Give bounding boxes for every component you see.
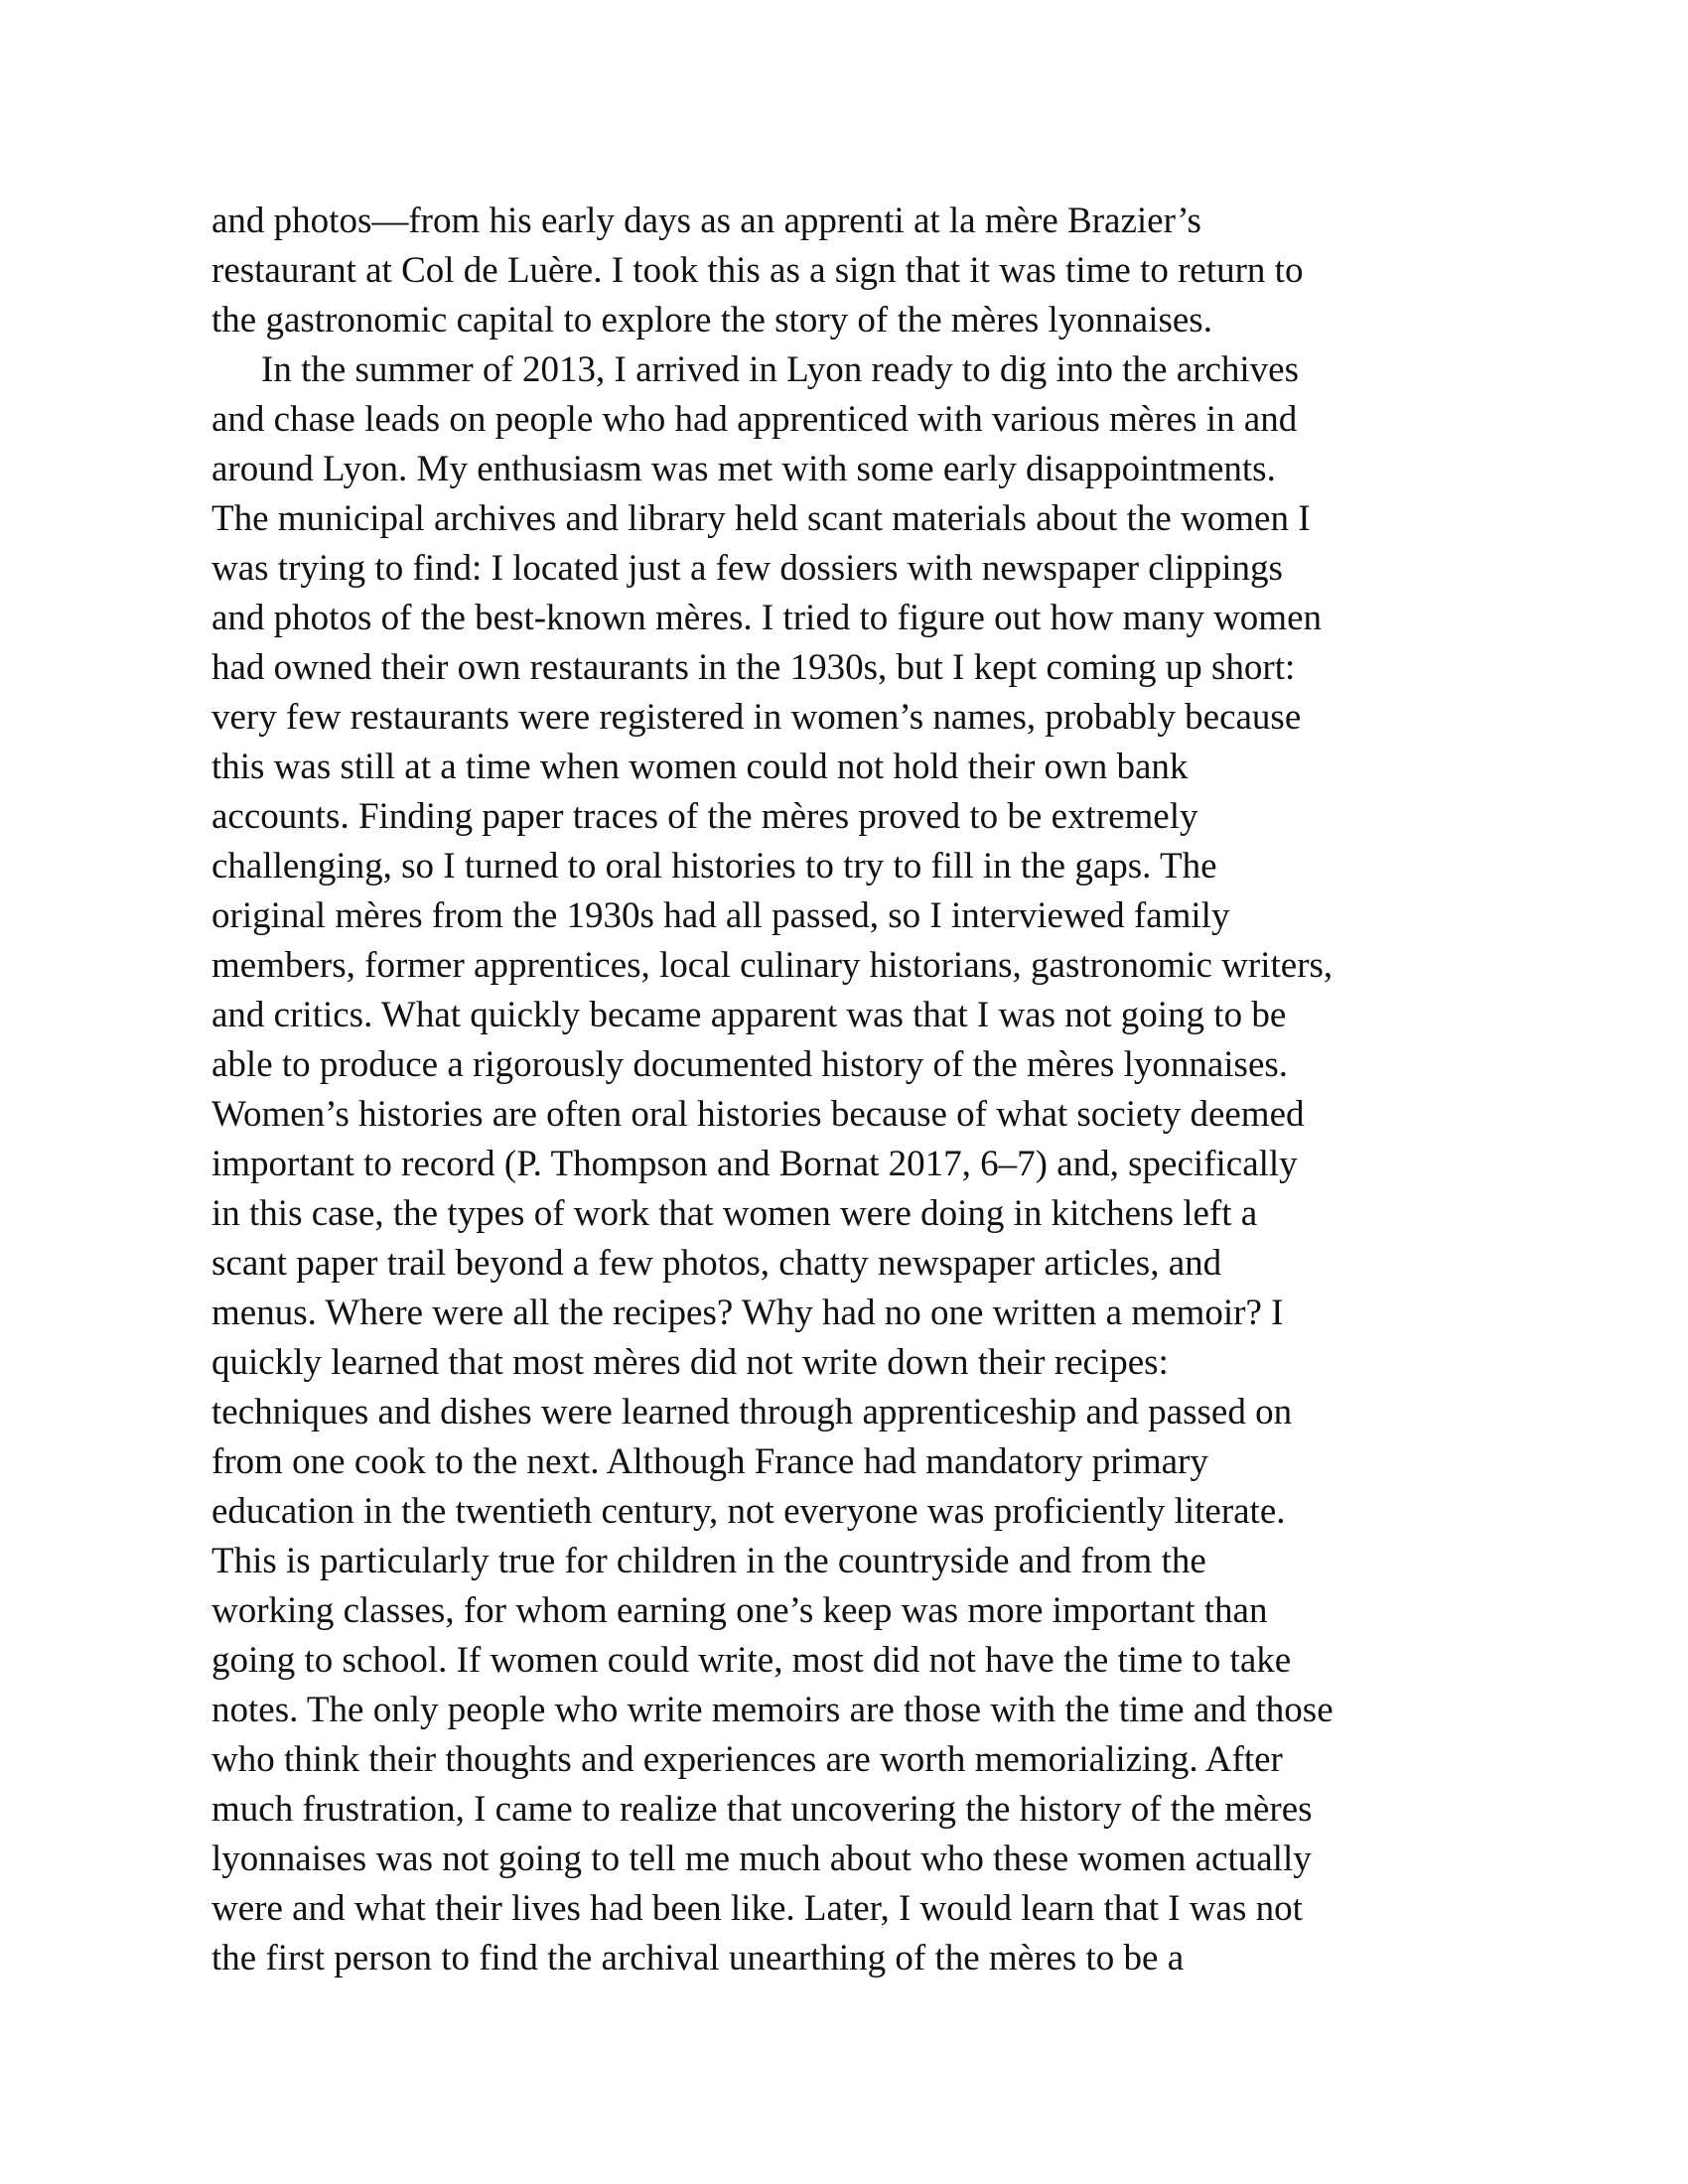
text-line: original mères from the 1930s had all passed, so I interviewed family bbox=[211, 895, 1230, 936]
text-line: had owned their own restaurants in the 1930s, but I kept coming up short: bbox=[211, 647, 1296, 688]
text-line: and critics. What quickly became apparent was that I was not going to be bbox=[211, 995, 1287, 1035]
text-line: in this case, the types of work that women were doing in kitchens left a bbox=[211, 1193, 1258, 1234]
text-line: able to produce a rigorously documented history of the mères lyonnaises. bbox=[211, 1044, 1289, 1085]
text-line: were and what their lives had been like. Later, I would learn that I was not bbox=[211, 1888, 1303, 1929]
text-line: Women’s histories are often oral histories because of what society deemed bbox=[211, 1094, 1305, 1135]
text-line: techniques and dishes were learned through apprenticeship and passed on bbox=[211, 1392, 1293, 1433]
text-line: This is particularly true for children in the countryside and from the bbox=[211, 1541, 1206, 1581]
text-line: scant paper trail beyond a few photos, chatty newspaper articles, and bbox=[211, 1243, 1222, 1284]
text-line: members, former apprentices, local culinary historians, gastronomic writers, bbox=[211, 945, 1334, 986]
text-line: was trying to find: I located just a few dossiers with newspaper clippings bbox=[211, 548, 1283, 589]
paragraph-first-line: In the summer of 2013, I arrived in Lyon ready to dig into the archives bbox=[261, 349, 1299, 390]
text-line: the gastronomic capital to explore the story of the mères lyonnaises. bbox=[211, 300, 1212, 341]
text-line: education in the twentieth century, not everyone was proficiently literate. bbox=[211, 1491, 1286, 1532]
body-text bbox=[211, 197, 1502, 1983]
text-line: and chase leads on people who had apprenticed with various mères in and bbox=[211, 399, 1298, 440]
text-line: from one cook to the next. Although France had mandatory primary bbox=[211, 1441, 1208, 1482]
text-line: this was still at a time when women could not hold their own bank bbox=[211, 747, 1189, 787]
text-line: accounts. Finding paper traces of the mères proved to be extremely bbox=[211, 796, 1198, 837]
text-line: lyonnaises was not going to tell me much about who these women actually bbox=[211, 1839, 1312, 1879]
text-line: much frustration, I came to realize that uncovering the history of the mères bbox=[211, 1789, 1313, 1830]
text-line: the first person to find the archival unearthing of the mères to be a bbox=[211, 1938, 1185, 1979]
text-line: around Lyon. My enthusiasm was met with some early disappointments. bbox=[211, 449, 1276, 489]
text-line: restaurant at Col de Luère. I took this as a sign that it was time to return to bbox=[211, 250, 1304, 291]
text-line: important to record (P. Thompson and Bornat 2017, 6–7) and, specifically bbox=[211, 1144, 1298, 1184]
text-line: working classes, for whom earning one’s keep was more important than bbox=[211, 1590, 1268, 1631]
text-line: challenging, so I turned to oral histories to try to fill in the gaps. The bbox=[211, 846, 1217, 887]
text-line: and photos of the best-known mères. I tried to figure out how many women bbox=[211, 598, 1322, 638]
text-line: menus. Where were all the recipes? Why had no one written a memoir? I bbox=[211, 1293, 1284, 1333]
text-line: The municipal archives and library held scant materials about the women I bbox=[211, 498, 1311, 539]
text-line: who think their thoughts and experiences are worth memorializing. After bbox=[211, 1739, 1283, 1780]
text-line: and photos—from his early days as an apprenti at la mère Brazier’s bbox=[211, 201, 1201, 241]
text-line: quickly learned that most mères did not write down their recipes: bbox=[211, 1342, 1169, 1383]
text-line: very few restaurants were registered in women’s names, probably because bbox=[211, 697, 1302, 738]
text-line: going to school. If women could write, most did not have the time to take bbox=[211, 1640, 1292, 1681]
text-line: notes. The only people who write memoirs are those with the time and those bbox=[211, 1690, 1334, 1730]
